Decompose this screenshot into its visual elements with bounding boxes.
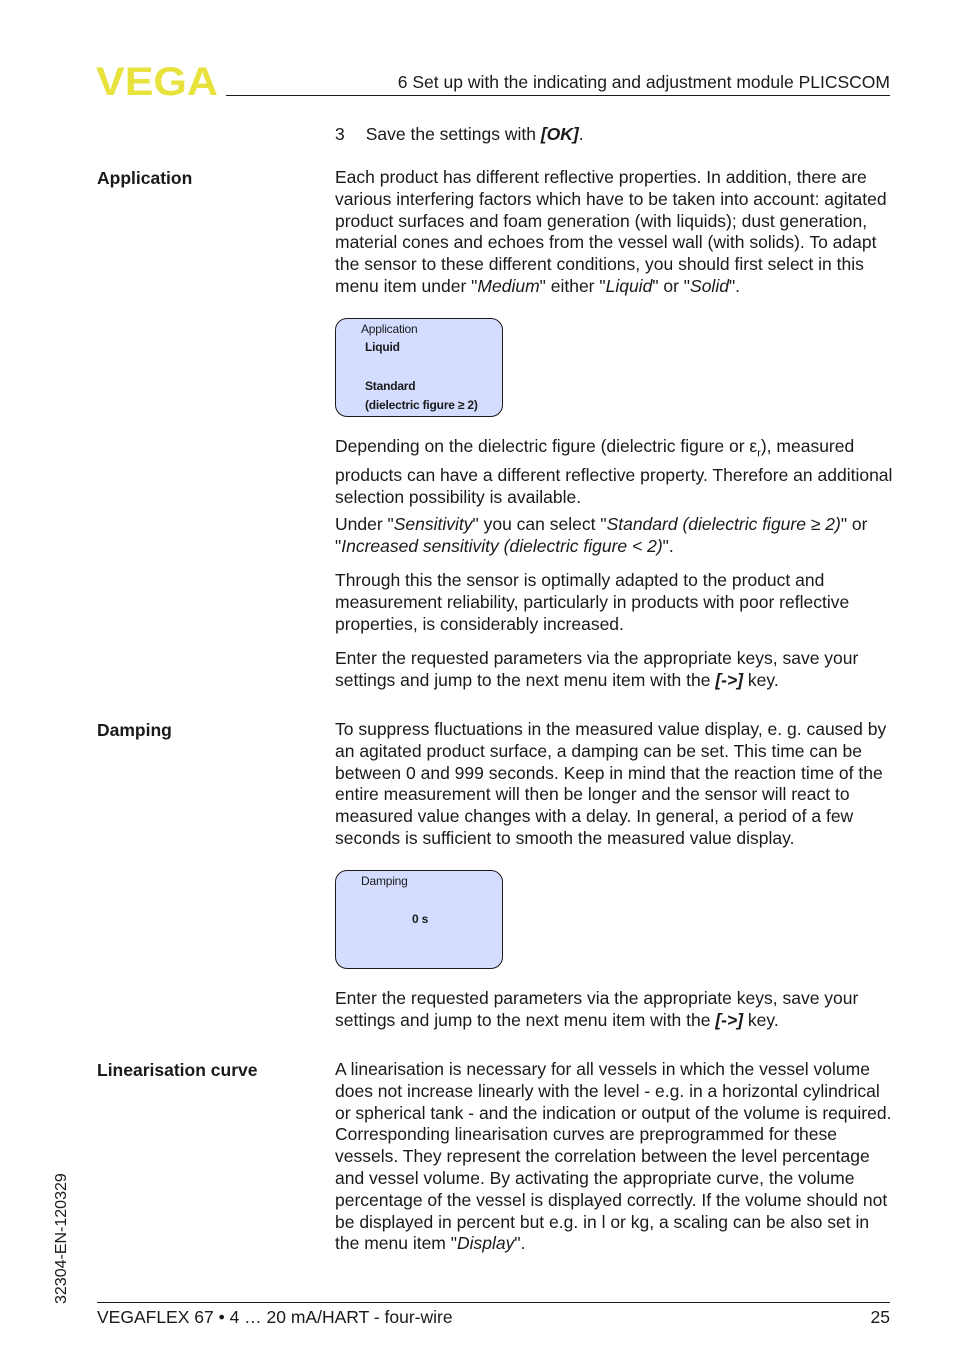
- application-paragraph-5: Enter the requested parameters via the appropriate keys, save your settings and jump to the next menu item with the [->] key.: [335, 648, 859, 690]
- page-number: 25: [870, 1307, 890, 1327]
- header-divider: [226, 95, 890, 96]
- application-display: [335, 318, 503, 417]
- damping-heading: Damping: [97, 720, 172, 740]
- damping-paragraph-2: Enter the requested parameters via the appropriate keys, save your settings and jump to the next menu item with the [->] key.: [335, 988, 859, 1030]
- chapter-title: 6 Set up with the indicating and adjustment module PLICSCOM: [397, 72, 890, 92]
- display-caption: Application: [361, 322, 418, 336]
- document-id: 32304-EN-120329: [53, 1173, 70, 1304]
- application-paragraph-3: Under "Sensitivity" you can select "Standard (dielectric figure ≥ 2)" or "Increased sensitivity (dielectric figure < 2)".: [335, 514, 868, 556]
- sensitivity-note: (dielectric figure ≥ 2): [365, 398, 478, 412]
- application-paragraph-2: Depending on the dielectric figure (dielectric figure or $\varepsilon_r$), measured products can have a different reflective property. Therefore an additional selection possibility is available.: [335, 436, 893, 508]
- application-paragraph-1: Each product has different reflective properties. In addition, there are various interfering factors which have to be taken into account: agitated product surfaces and foam generation (with liquids); dust generation, material cones and echoes from the vessel wall (with solids). To adapt the sensor to these different conditions, you should first select in this menu item under "Medium" either "Liquid" or "Solid".: [335, 167, 887, 296]
- linearisation-heading: Linearisation curve: [97, 1060, 258, 1080]
- next-key: [->]: [715, 669, 744, 690]
- linearisation-paragraph-1: A linearisation is necessary for all vessels in which the vessel volume does not increase linearly with the level - e.g. in a horizontal cylindrical or spherical tank - and the indication or output of the volume is required. Corresponding linearisation curves are preprogrammed for these vessels. They represent the correlation between the level percentage and vessel volume. By activating the appropriate curve, the volume percentage of the vessel is displayed correctly. If the volume should not be displayed in percent but e.g. in l or kg, a scaling can be also set in the menu item "Display".: [335, 1059, 892, 1254]
- damping-paragraph-1: To suppress fluctuations in the measured value display, e. g. caused by an agitated product surface, a damping can be set. This time can be between 0 and 999 seconds. Keep in mind that the reaction time of the entire measurement will then be longer and the sensor will react to measured value changes with a delay. In general, a period of a few seconds is sufficient to smooth the measured value display.: [335, 719, 887, 848]
- footer-divider: [97, 1302, 890, 1303]
- sensitivity-value: Standard: [365, 379, 416, 393]
- product-name: VEGAFLEX 67 • 4 … 20 mA/HART - four-wire: [97, 1307, 453, 1327]
- damping-display: [335, 870, 503, 969]
- step-number: 3: [335, 124, 345, 144]
- step-3: 3 Save the settings with [OK].: [335, 124, 584, 144]
- application-heading: Application: [97, 168, 193, 188]
- vega-logo: [96, 64, 220, 98]
- application-paragraph-4: Through this the sensor is optimally adapted to the product and measurement reliability, particularly in products with poor reflective properties, is considerably increased.: [335, 570, 850, 634]
- display-caption: Damping: [361, 874, 408, 888]
- next-key: [->]: [715, 1009, 744, 1030]
- damping-value: 0 s: [412, 912, 429, 926]
- ok-key: [OK]: [540, 124, 579, 144]
- medium-value: Liquid: [365, 340, 400, 354]
- svg-text:VEGA: VEGA: [96, 64, 218, 98]
